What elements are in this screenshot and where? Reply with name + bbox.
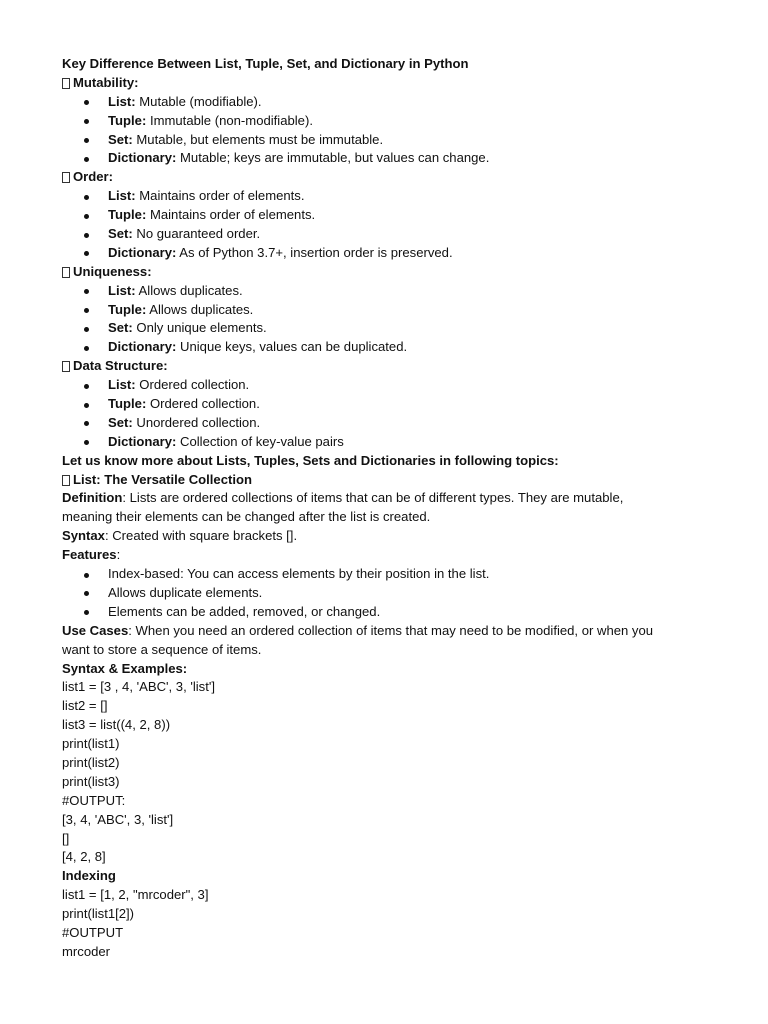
list-item: Tuple: Ordered collection.: [62, 395, 708, 414]
section-heading-uniqueness: Uniqueness:: [62, 263, 708, 282]
list-item: Tuple: Allows duplicates.: [62, 301, 708, 320]
data-structure-list: [62, 376, 708, 452]
list-item: Dictionary: Unique keys, values can be duplicated.: [62, 338, 708, 357]
code-line: print(list3): [62, 773, 120, 789]
code-line: [3, 4, 'ABC', 3, 'list']: [62, 811, 174, 827]
list-item: List: Allows duplicates.: [62, 282, 708, 301]
indexing-heading: Indexing: [62, 868, 116, 884]
uniqueness-list: [62, 282, 708, 358]
section-heading-mutability: Mutability:: [62, 74, 708, 93]
code-line: mrcoder: [62, 943, 111, 959]
features-label: Features:: [62, 547, 121, 563]
missing-glyph-icon: [62, 475, 70, 486]
features-list: [62, 565, 708, 622]
list-item: Tuple: Immutable (non-modifiable).: [62, 112, 708, 131]
code-line: list3 = list((4, 2, 8)): [62, 717, 171, 733]
code-line: #OUTPUT:: [62, 792, 126, 808]
list-item: Set: Mutable, but elements must be immutable.: [62, 131, 708, 150]
list-item: List: Mutable (modifiable).: [62, 93, 708, 112]
code-line: print(list1[2]): [62, 906, 135, 922]
list-item: Dictionary: As of Python 3.7+, insertion order is preserved.: [62, 244, 708, 263]
section-heading-list: List: The Versatile Collection: [62, 471, 708, 490]
list-item: Dictionary: Mutable; keys are immutable, but values can change.: [62, 149, 708, 168]
list-item: Elements can be added, removed, or changed.: [62, 603, 708, 622]
missing-glyph-icon: [62, 172, 70, 183]
list-item: Set: No guaranteed order.: [62, 225, 708, 244]
missing-glyph-icon: [62, 78, 70, 89]
list-item: List: Ordered collection.: [62, 376, 708, 395]
definition-line-1: Definition: Lists are ordered collections of items that can be of different types. They are mutable,: [62, 490, 624, 506]
missing-glyph-icon: [62, 267, 70, 278]
list-item: List: Maintains order of elements.: [62, 187, 708, 206]
code-line: list2 = []: [62, 698, 108, 714]
section-heading-order: Order:: [62, 168, 708, 187]
intro-heading: Let us know more about Lists, Tuples, Sets and Dictionaries in following topics:: [62, 452, 559, 468]
page-title: Key Difference Between List, Tuple, Set, and Dictionary in Python: [62, 56, 469, 71]
list-item: Allows duplicate elements.: [62, 584, 708, 603]
examples-heading: Syntax & Examples:: [62, 660, 188, 676]
code-line: list1 = [1, 2, "mrcoder", 3]: [62, 887, 209, 903]
definition-line-2: meaning their elements can be changed after the list is created.: [62, 509, 431, 525]
missing-glyph-icon: [62, 361, 70, 372]
mutability-list: [62, 93, 708, 169]
list-item: Dictionary: Collection of key-value pairs: [62, 433, 708, 452]
code-block: [62, 678, 708, 867]
list-item: Set: Only unique elements.: [62, 319, 708, 338]
list-item: Set: Unordered collection.: [62, 414, 708, 433]
list-item: Tuple: Maintains order of elements.: [62, 206, 708, 225]
code-line: [4, 2, 8]: [62, 849, 106, 865]
code-line: #OUTPUT: [62, 924, 124, 940]
indexing-code-block: [62, 886, 708, 962]
code-line: print(list2): [62, 754, 120, 770]
section-heading-data-structure: Data Structure:: [62, 357, 708, 376]
use-cases-line-1: Use Cases: When you need an ordered collection of items that may need to be modified, or when you: [62, 622, 654, 638]
use-cases-line-2: want to store a sequence of items.: [62, 641, 262, 657]
list-item: Index-based: You can access elements by their position in the list.: [62, 565, 708, 584]
code-line: print(list1): [62, 736, 120, 752]
code-line: list1 = [3 , 4, 'ABC', 3, 'list']: [62, 679, 215, 695]
syntax-line: Syntax: Created with square brackets [].: [62, 528, 298, 544]
order-list: [62, 187, 708, 263]
code-line: []: [62, 830, 70, 846]
